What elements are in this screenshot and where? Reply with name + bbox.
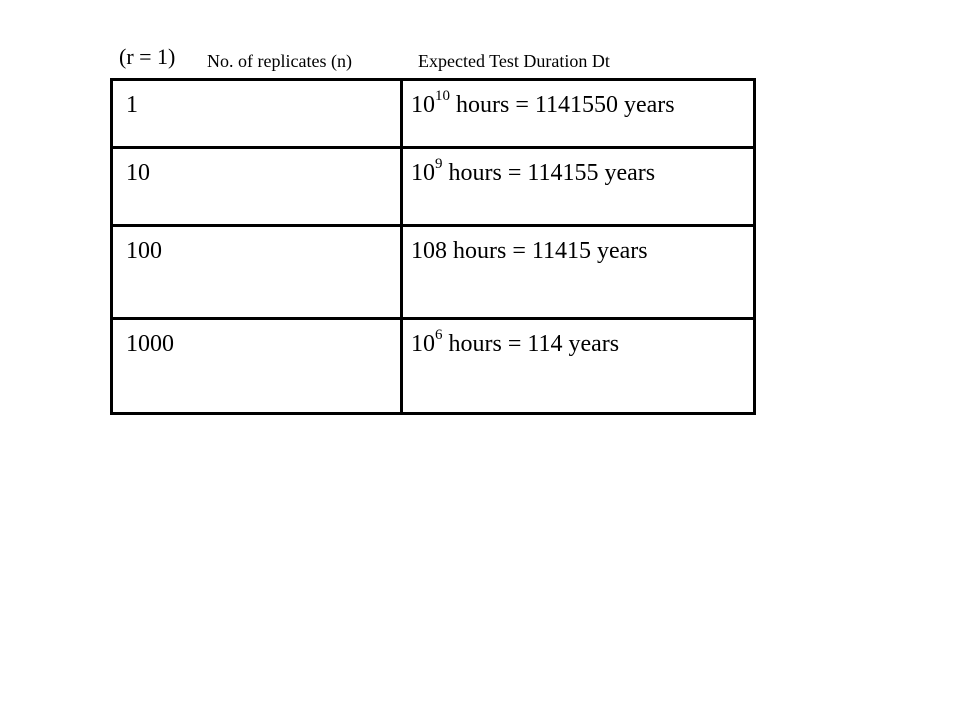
duration-base: 10 bbox=[411, 331, 435, 357]
duration-text: hours = 11415 years bbox=[447, 238, 648, 264]
replicates-cell: 1000 bbox=[112, 319, 402, 414]
table-row bbox=[112, 226, 755, 319]
duration-text: hours = 1141550 years bbox=[450, 92, 675, 118]
duration-cell bbox=[402, 319, 755, 414]
replicates-cell: 1 bbox=[112, 80, 402, 148]
duration-exponent: 9 bbox=[435, 156, 443, 172]
duration-text: hours = 114155 years bbox=[442, 160, 656, 186]
table-row bbox=[112, 148, 755, 226]
test-duration-table bbox=[110, 78, 756, 415]
duration-cell bbox=[402, 148, 755, 226]
duration-cell bbox=[402, 80, 755, 148]
duration-base: 108 bbox=[411, 238, 447, 264]
duration-text: hours = 114 years bbox=[442, 331, 620, 357]
duration-base: 10 bbox=[411, 160, 435, 186]
r-equals-label: (r = 1) bbox=[119, 44, 176, 69]
duration-exponent: 10 bbox=[435, 88, 450, 104]
replicates-cell: 10 bbox=[112, 148, 402, 226]
table-row bbox=[112, 80, 755, 148]
table-row bbox=[112, 319, 755, 414]
duration-base: 10 bbox=[411, 92, 435, 118]
duration-exponent: 6 bbox=[435, 327, 443, 343]
duration-cell bbox=[402, 226, 755, 319]
replicates-cell: 100 bbox=[112, 226, 402, 319]
replicates-column-header: No. of replicates (n) bbox=[207, 51, 352, 71]
duration-column-header: Expected Test Duration Dt bbox=[418, 51, 610, 71]
